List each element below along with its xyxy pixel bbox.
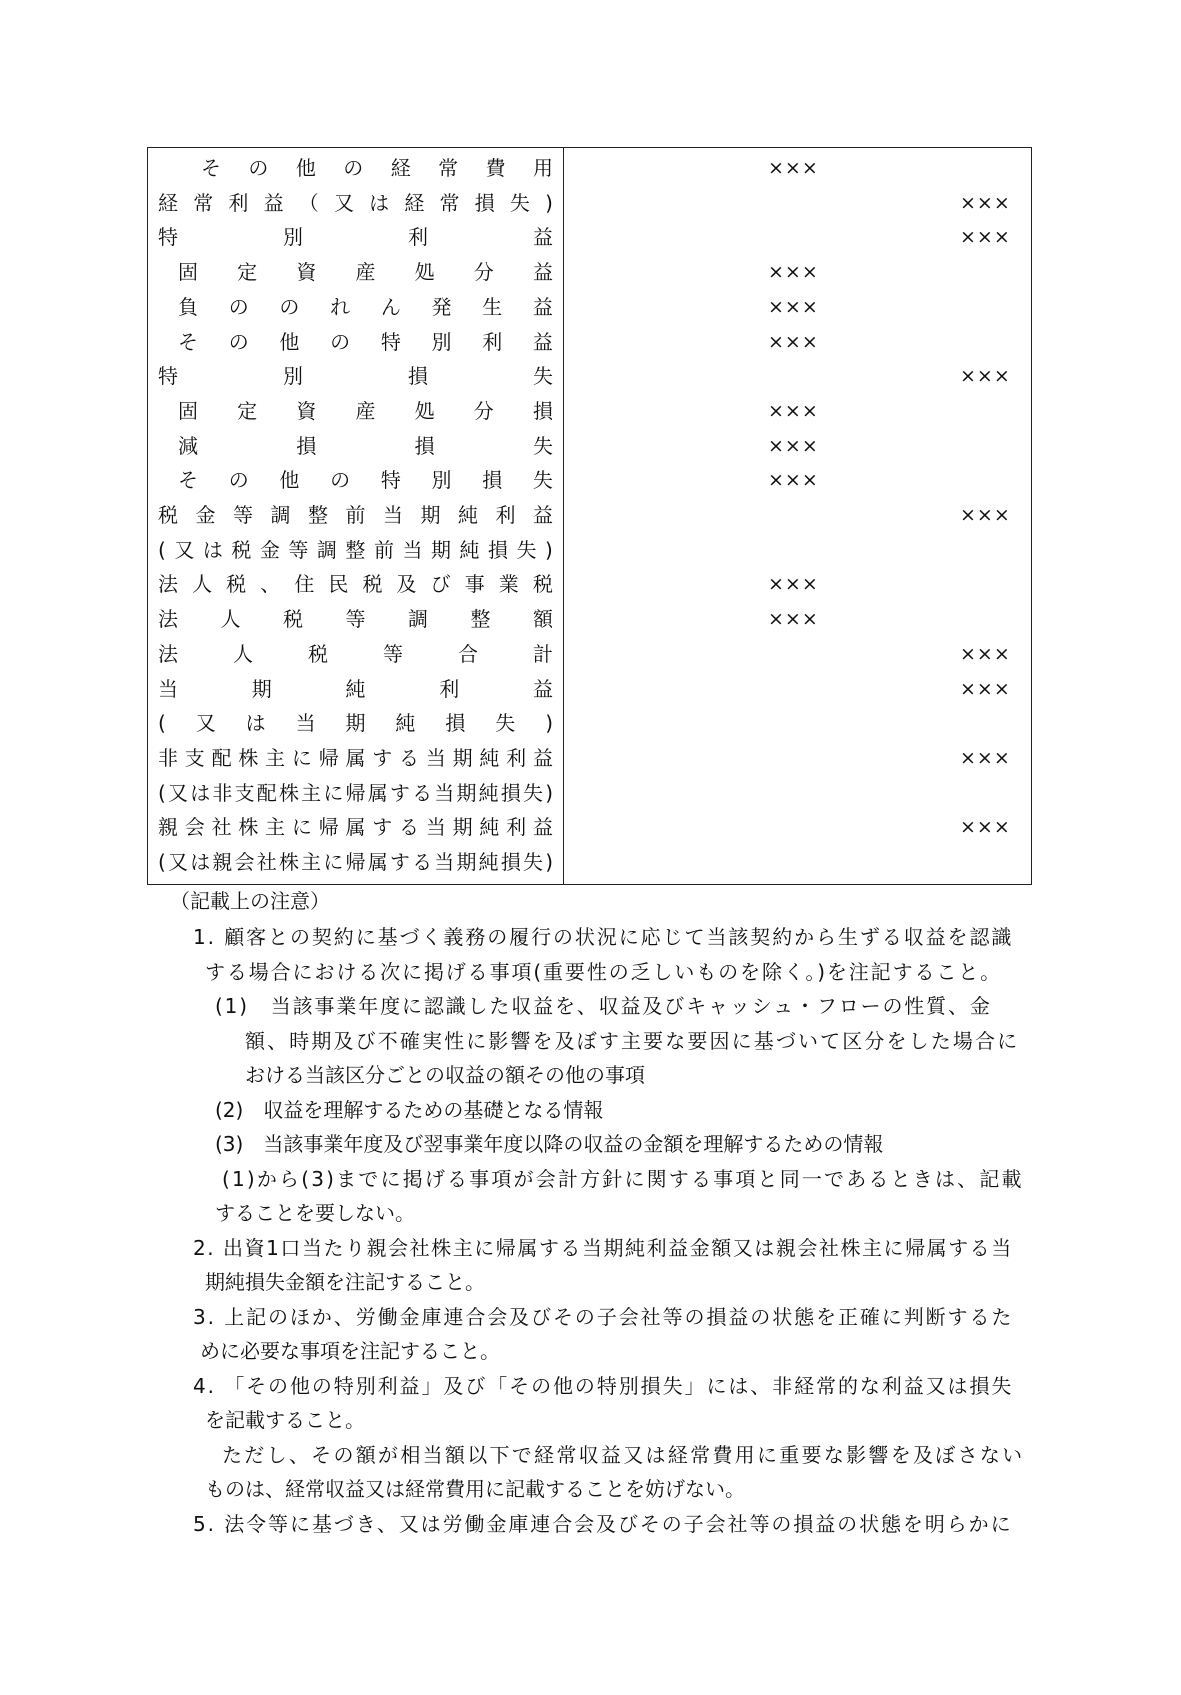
- amount-total: ×××: [960, 746, 1011, 769]
- note-line: ただし、その額が相当額以下で経常収益又は経常費用に重要な影響を及ぼさない: [222, 1442, 1025, 1467]
- row-label: 親 会 社 株 主 に 帰 属 す る 当 期 純 利 益: [158, 815, 553, 840]
- table-row: [148, 394, 1031, 429]
- note-line: 期純損失金額を注記すること。: [205, 1270, 485, 1294]
- note-line: する場合における次に掲げる事項(重要性の乏しいものを除く。)を注記すること。: [205, 959, 1003, 984]
- amount-detail: ×××: [768, 330, 819, 353]
- amount-total: ×××: [960, 226, 1011, 249]
- income-statement-table: [147, 147, 1032, 885]
- row-label: 負 の の れ ん 発 生 益: [178, 294, 553, 319]
- row-label: 減 損 損 失: [178, 433, 553, 458]
- amount-detail: ×××: [768, 261, 819, 284]
- amount-detail: ×××: [768, 573, 819, 596]
- amount-detail: ×××: [768, 399, 819, 422]
- table-row: [148, 220, 1031, 255]
- notes-heading: （記載上の注意）: [170, 889, 330, 913]
- row-label: ( 又 は 親 会 社 株 主 に 帰 属 す る 当 期 純 損 失 ): [158, 850, 553, 874]
- table-row: [148, 325, 1031, 360]
- row-label: 法 人 税 、 住 民 税 及 び 事 業 税: [158, 572, 553, 597]
- amount-total: ×××: [960, 816, 1011, 839]
- amount-detail: ×××: [768, 157, 819, 179]
- note-line: (1)から(3)までに掲げる事項が会計方針に関する事項と同一であるときは、記載: [222, 1166, 1024, 1191]
- note-line: 3. 上記のほか、労働金庫連合会及びその子会社等の損益の状態を正確に判断するた: [193, 1304, 1014, 1329]
- table-row: [148, 463, 1031, 498]
- table-row: [148, 810, 1031, 845]
- row-label: 固 定 資 産 処 分 益: [178, 260, 553, 285]
- table-row: [148, 637, 1031, 672]
- table-row: [148, 776, 1031, 811]
- table-row: [148, 186, 1031, 221]
- row-label: ( 又 は 非 支 配 株 主 に 帰 属 す る 当 期 純 損 失 ): [158, 780, 553, 805]
- table-row: [148, 151, 1031, 186]
- table-row: [148, 429, 1031, 464]
- row-label: 税 金 等 調 整 前 当 期 純 利 益: [158, 503, 553, 527]
- row-label: そ の 他 の 経 常 費 用: [201, 156, 553, 180]
- note-line: 1. 顧客との契約に基づく義務の履行の状況に応じて当該契約から生ずる収益を認識: [193, 925, 1014, 949]
- amount-total: ×××: [960, 677, 1011, 700]
- note-line: (3) 当該事業年度及び翌事業年度以降の収益の金額を理解するための情報: [215, 1132, 884, 1156]
- table-row: [148, 498, 1031, 533]
- amount-total: ×××: [960, 504, 1011, 526]
- note-line: 5. 法令等に基づき、又は労働金庫連合会及びその子会社等の損益の状態を明らかに: [193, 1511, 1013, 1536]
- amount-detail: ×××: [768, 434, 819, 457]
- amount-detail: ×××: [768, 608, 819, 631]
- table-row: [148, 255, 1031, 290]
- note-line: 額、時期及び不確実性に影響を及ぼす主要な要因に基づいて区分をした場合に: [245, 1028, 1020, 1053]
- amount-total: ×××: [960, 642, 1011, 665]
- row-label: 特 別 利 益: [158, 225, 553, 250]
- table-row: [148, 533, 1031, 568]
- table-row: [148, 359, 1031, 394]
- amount-detail: ×××: [768, 469, 819, 492]
- row-label: 固 定 資 産 処 分 損: [178, 398, 553, 423]
- note-line: 2. 出資1口当たり親会社株主に帰属する当期純利益金額又は親会社株主に帰属する当: [193, 1235, 1013, 1260]
- amount-total: ×××: [960, 365, 1011, 388]
- row-label: ( 又 は 当 期 純 損 失 ): [158, 711, 553, 736]
- row-label: そ の 他 の 特 別 利 益: [178, 329, 553, 354]
- table-row: [148, 741, 1031, 776]
- amount-detail: ×××: [768, 295, 819, 318]
- row-label: 特 別 損 失: [158, 364, 553, 389]
- note-line: (2) 収益を理解するための基礎となる情報: [215, 1097, 604, 1122]
- table-row: [148, 290, 1031, 325]
- note-line: めに必要な事項を注記すること。: [200, 1339, 500, 1363]
- table-row: [148, 672, 1031, 707]
- note-line: することを要しない。: [215, 1201, 415, 1225]
- row-label: 法 人 税 等 調 整 額: [158, 607, 553, 632]
- row-label: 非 支 配 株 主 に 帰 属 す る 当 期 純 利 益: [158, 745, 553, 770]
- row-label: 経 常 利 益 （ 又 は 経 常 損 失 ): [158, 190, 553, 215]
- table-row: [148, 706, 1031, 741]
- table-row: [148, 845, 1031, 880]
- note-line: おける当該区分ごとの収益の額その他の事項: [245, 1063, 645, 1087]
- table-row: [148, 567, 1031, 602]
- note-line: (1) 当該事業年度に認識した収益を、収益及びキャッシュ・フローの性質、金: [215, 994, 992, 1018]
- row-label: 当 期 純 利 益: [158, 676, 553, 701]
- row-label: 法 人 税 等 合 計: [158, 641, 553, 666]
- note-line: ものは、経常収益又は経常費用に記載することを妨げない。: [205, 1477, 745, 1501]
- note-line: を記載すること。: [205, 1408, 365, 1432]
- table-row: [148, 602, 1031, 637]
- note-line: 4. 「その他の特別利益」及び「その他の特別損失」には、非経常的な利益又は損失: [193, 1373, 1014, 1398]
- row-label: ( 又 は 税 金 等 調 整 前 当 期 純 損 失 ): [158, 537, 553, 562]
- amount-total: ×××: [960, 191, 1011, 214]
- row-label: そ の 他 の 特 別 損 失: [178, 468, 553, 493]
